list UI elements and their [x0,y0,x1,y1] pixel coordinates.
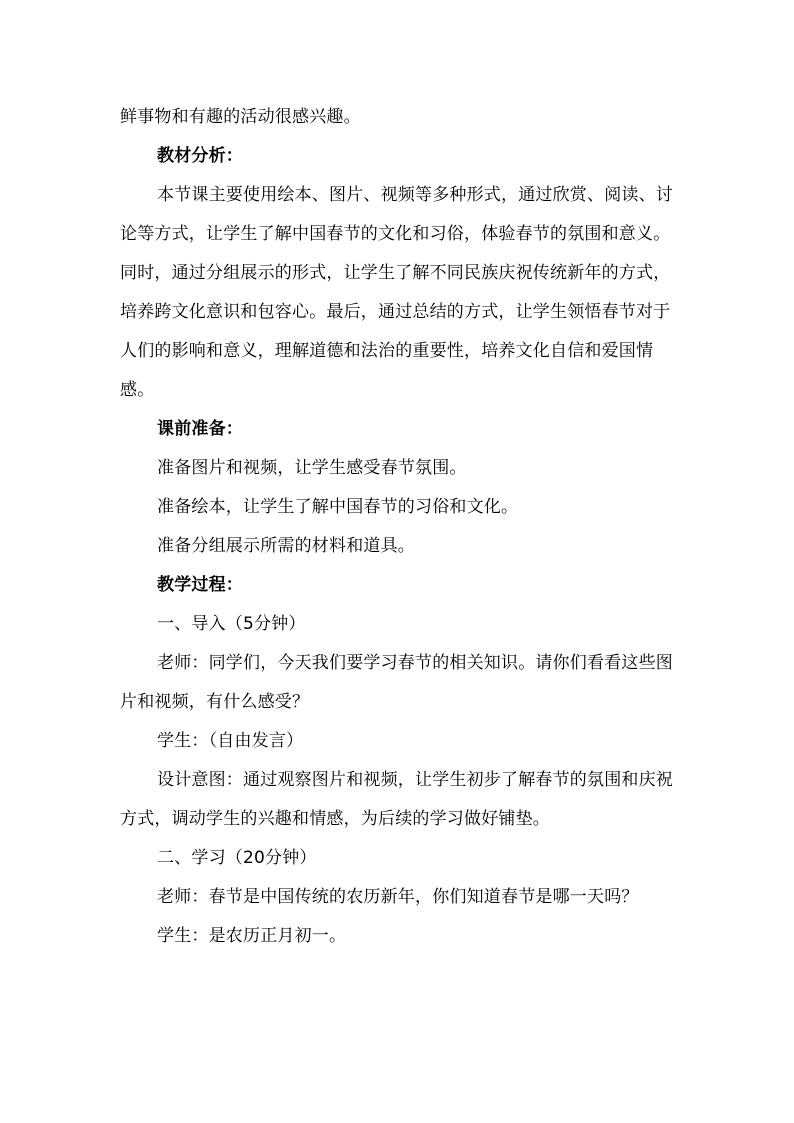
paragraph-student-1: 学生：（自由发言） [157,731,304,751]
paragraph-design-intent: 设计意图：通过观察图片和视频，让学生初步了解春节的氛围和庆祝方式，调动学生的兴趣和情感，为后续的学习做好铺垫。 [120,770,673,829]
paragraph-prep-3: 准备分组展示所需的材料和道具。 [157,536,415,556]
paragraph-continuation: 鲜事物和有趣的活动很感兴趣。 [120,107,361,127]
heading-preparation: 课前准备： [157,419,243,439]
paragraph-material-analysis: 本节课主要使用绘本、图片、视频等多种形式，通过欣赏、阅读、讨论等方式，让学生了解中国春节的文化和习俗，体验春节的氛围和意义。同时，通过分组展示的形式，让学生了解不同民族庆祝传统新年的方式，培养跨文化意识和包容心。最后，通过总结的方式，让学生领悟春节对于人们的影响和意义，理解道德和法治的重要性，培养文化自信和爱国情感。 [120,185,673,400]
paragraph-prep-2: 准备绘本，让学生了解中国春节的习俗和文化。 [157,497,519,517]
section-introduction: 一、导入（5分钟） [157,614,306,634]
section-learning: 二、学习（20分钟） [157,848,317,868]
heading-teaching-process: 教学过程： [157,575,243,595]
paragraph-prep-1: 准备图片和视频，让学生感受春节氛围。 [157,458,467,478]
heading-material-analysis: 教材分析： [157,146,243,166]
paragraph-student-2: 学生：是农历正月初一。 [157,926,347,946]
paragraph-teacher-1: 老师：同学们，今天我们要学习春节的相关知识。请你们看看这些图片和视频，有什么感受？ [120,653,673,712]
document-page [120,98,680,956]
paragraph-teacher-2: 老师：春节是中国传统的农历新年，你们知道春节是哪一天吗？ [157,887,639,907]
